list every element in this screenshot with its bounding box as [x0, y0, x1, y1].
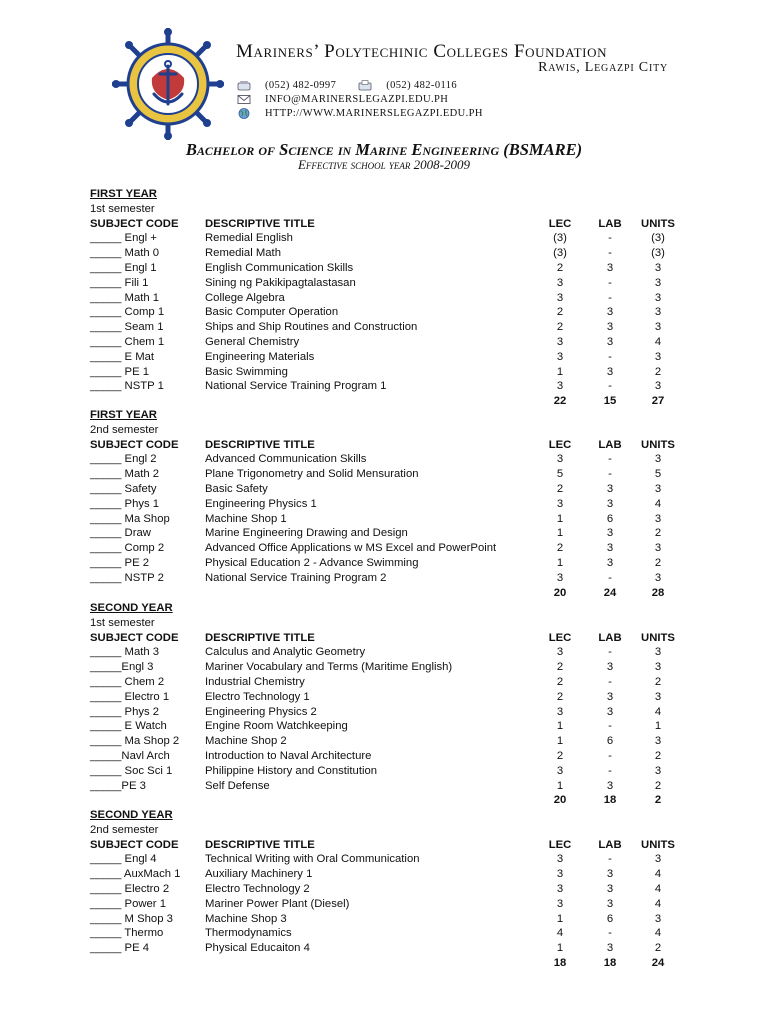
course-row — [90, 541, 700, 556]
lab-hours: 3 — [606, 542, 614, 555]
subject-code: _____ Engl 4 — [90, 853, 157, 866]
lab-hours: - — [608, 853, 612, 866]
subject-code: _____ Power 1 — [90, 897, 166, 910]
semester-block — [90, 601, 700, 808]
course-row — [90, 690, 700, 705]
course-row — [90, 512, 700, 527]
school-name: Mariners’ Polytechinic Colleges Foundation — [236, 41, 608, 62]
col-header-code: SUBJECT CODE — [90, 838, 179, 851]
course-row — [90, 482, 700, 497]
lec-hours: 1 — [556, 942, 564, 955]
subject-code: _____ Safety — [90, 482, 157, 495]
phone-number-1: (052) 482-0997 — [265, 80, 337, 91]
course-row — [90, 852, 700, 867]
descriptive-title: Engineering Physics 1 — [205, 497, 317, 510]
lab-hours: - — [608, 927, 612, 940]
course-row — [90, 467, 700, 482]
units: 4 — [654, 882, 662, 895]
units: 3 — [654, 453, 662, 466]
col-header-lab: LAB — [598, 838, 622, 851]
descriptive-title: Electro Technology 1 — [205, 690, 310, 703]
course-row — [90, 452, 700, 467]
lab-hours: 3 — [606, 365, 614, 378]
totals-row — [90, 394, 700, 409]
lec-hours: 1 — [556, 512, 564, 525]
col-header-lec: LEC — [548, 438, 572, 451]
descriptive-title: Mariner Vocabulary and Terms (Maritime English) — [205, 661, 453, 674]
units: 3 — [654, 853, 662, 866]
descriptive-title: Plane Trigonometry and Solid Mensuration — [205, 468, 419, 481]
subject-code: _____ Draw — [90, 527, 151, 540]
lec-hours: 2 — [556, 690, 564, 703]
website-url[interactable]: HTTP://WWW.MARINERSLEGAZPI.EDU.PH — [265, 108, 483, 119]
subject-code: _____ E Watch — [90, 720, 167, 733]
lab-hours: - — [608, 675, 612, 688]
subject-code: _____ Comp 1 — [90, 306, 165, 319]
lab-hours: 6 — [606, 912, 614, 925]
descriptive-title: Mariner Power Plant (Diesel) — [205, 897, 350, 910]
total-lec: 20 — [553, 586, 567, 599]
units: 2 — [654, 942, 662, 955]
lec-hours: 1 — [556, 720, 564, 733]
subject-code: _____ Comp 2 — [90, 542, 165, 555]
lec-hours: (3) — [553, 232, 567, 245]
subject-code: _____Navl Arch — [90, 749, 170, 762]
lab-hours: 3 — [606, 897, 614, 910]
units: 2 — [654, 779, 662, 792]
col-header-lab: LAB — [598, 438, 622, 451]
units: 2 — [654, 675, 662, 688]
lec-hours: 3 — [556, 882, 564, 895]
descriptive-title: Engine Room Watchkeeping — [205, 720, 348, 733]
lab-hours: 3 — [606, 690, 614, 703]
lec-hours: 2 — [556, 661, 564, 674]
totals-row — [90, 586, 700, 601]
lec-hours: 3 — [556, 868, 564, 881]
descriptive-title: Advanced Office Applications w MS Excel and PowerPoint — [205, 542, 497, 555]
col-header-title: DESCRIPTIVE TITLE — [205, 438, 315, 451]
semester-label: 1st semester — [90, 616, 155, 629]
lab-hours: - — [608, 247, 612, 260]
col-header-lec: LEC — [548, 631, 572, 644]
semester-block — [90, 808, 700, 971]
descriptive-title: English Communication Skills — [205, 261, 354, 274]
descriptive-title: Auxiliary Machinery 1 — [205, 868, 313, 881]
email-icon — [237, 94, 251, 105]
lec-hours: 1 — [556, 779, 564, 792]
subject-code: _____ Engl 1 — [90, 261, 157, 274]
phone-number-2: (052) 482-0116 — [386, 80, 458, 91]
course-row — [90, 365, 700, 380]
subject-code: _____ Chem 1 — [90, 335, 165, 348]
total-lec: 18 — [553, 956, 567, 969]
descriptive-title: College Algebra — [205, 291, 285, 304]
lab-hours: - — [608, 720, 612, 733]
course-row — [90, 556, 700, 571]
col-header-units: UNITS — [641, 631, 675, 644]
course-row — [90, 320, 700, 335]
course-row — [90, 305, 700, 320]
total-units: 24 — [651, 956, 665, 969]
subject-code: _____ Soc Sci 1 — [90, 764, 173, 777]
lab-hours: - — [608, 276, 612, 289]
col-header-title: DESCRIPTIVE TITLE — [205, 217, 315, 230]
lec-hours: 3 — [556, 380, 564, 393]
year-heading: SECOND YEAR — [90, 809, 173, 821]
col-header-lab: LAB — [598, 631, 622, 644]
subject-code: _____ Engl + — [90, 232, 157, 245]
subject-code: _____ Math 3 — [90, 646, 160, 659]
lec-hours: 3 — [556, 335, 564, 348]
course-row — [90, 675, 700, 690]
course-row — [90, 231, 700, 246]
course-row — [90, 912, 700, 927]
lab-hours: - — [608, 571, 612, 584]
descriptive-title: Introduction to Naval Architecture — [205, 749, 372, 762]
course-row — [90, 764, 700, 779]
course-row — [90, 749, 700, 764]
course-row — [90, 246, 700, 261]
col-header-lec: LEC — [548, 838, 572, 851]
descriptive-title: Remedial English — [205, 232, 293, 245]
course-row — [90, 941, 700, 956]
lec-hours: 3 — [556, 646, 564, 659]
course-row — [90, 897, 700, 912]
semester-block — [90, 187, 700, 409]
lab-hours: 3 — [606, 705, 614, 718]
course-row — [90, 350, 700, 365]
lec-hours: 3 — [556, 897, 564, 910]
course-row — [90, 291, 700, 306]
lab-hours: 3 — [606, 497, 614, 510]
units: 3 — [654, 571, 662, 584]
total-units: 28 — [651, 586, 665, 599]
subject-code: _____ PE 2 — [90, 556, 150, 569]
subject-code: _____PE 3 — [90, 779, 146, 792]
total-lec: 20 — [553, 794, 567, 807]
lab-hours: - — [608, 468, 612, 481]
subject-code: _____ Ma Shop 2 — [90, 735, 180, 748]
year-heading: SECOND YEAR — [90, 602, 173, 614]
units: 4 — [654, 868, 662, 881]
descriptive-title: Philippine History and Constitution — [205, 764, 378, 777]
units: 3 — [654, 482, 662, 495]
units: 5 — [654, 468, 662, 481]
units: 3 — [654, 735, 662, 748]
subject-code: _____ Ma Shop — [90, 512, 170, 525]
subject-code: _____ Engl 2 — [90, 453, 157, 466]
course-row — [90, 526, 700, 541]
subject-code: _____ M Shop 3 — [90, 912, 173, 925]
descriptive-title: Engineering Materials — [205, 350, 315, 363]
lec-hours: 2 — [556, 321, 564, 334]
col-header-units: UNITS — [641, 838, 675, 851]
subject-code: _____ PE 1 — [90, 365, 150, 378]
units: 3 — [654, 661, 662, 674]
lab-hours: 3 — [606, 868, 614, 881]
descriptive-title: Calculus and Analytic Geometry — [205, 646, 366, 659]
col-header-units: UNITS — [641, 217, 675, 230]
subject-code: _____ Phys 1 — [90, 497, 160, 510]
column-header-row — [90, 217, 700, 232]
lec-hours: 1 — [556, 912, 564, 925]
descriptive-title: Sining ng Pakikipagtalastasan — [205, 276, 356, 289]
col-header-lab: LAB — [598, 217, 622, 230]
program-title: Bachelor of Science in Marine Engineering (BSMARE) — [185, 140, 583, 159]
lab-hours: - — [608, 749, 612, 762]
lec-hours: 1 — [556, 735, 564, 748]
ship-wheel-anchor-seal-icon — [112, 28, 224, 140]
descriptive-title: National Service Training Program 1 — [205, 380, 387, 393]
fax-icon — [358, 80, 372, 91]
lec-hours: 3 — [556, 764, 564, 777]
units: 3 — [654, 321, 662, 334]
col-header-units: UNITS — [641, 438, 675, 451]
lab-hours: 3 — [606, 527, 614, 540]
course-row — [90, 335, 700, 350]
subject-code: _____ Seam 1 — [90, 321, 164, 334]
lec-hours: 1 — [556, 527, 564, 540]
descriptive-title: General Chemistry — [205, 335, 300, 348]
units: 3 — [654, 306, 662, 319]
units: 1 — [654, 720, 662, 733]
descriptive-title: Advanced Communication Skills — [205, 453, 367, 466]
units: 3 — [654, 380, 662, 393]
lec-hours: 3 — [556, 853, 564, 866]
lec-hours: 3 — [556, 705, 564, 718]
descriptive-title: Self Defense — [205, 779, 270, 792]
phone-line — [237, 80, 457, 91]
subject-code: _____ Fili 1 — [90, 276, 149, 289]
lab-hours: 3 — [606, 261, 614, 274]
subject-code: _____ Chem 2 — [90, 675, 165, 688]
lec-hours: 3 — [556, 276, 564, 289]
subject-code: _____ NSTP 2 — [90, 571, 164, 584]
course-row — [90, 719, 700, 734]
totals-row — [90, 956, 700, 971]
col-header-lec: LEC — [548, 217, 572, 230]
units: 3 — [654, 690, 662, 703]
subject-code: _____ E Mat — [90, 350, 155, 363]
lec-hours: 3 — [556, 350, 564, 363]
subject-code: _____Engl 3 — [90, 661, 154, 674]
program-effective-year: Effective school year 2008-2009 — [297, 157, 471, 172]
subject-code: _____ Electro 1 — [90, 690, 170, 703]
descriptive-title: Ships and Ship Routines and Construction — [205, 321, 418, 334]
descriptive-title: Electro Technology 2 — [205, 882, 310, 895]
lab-hours: - — [608, 350, 612, 363]
descriptive-title: Industrial Chemistry — [205, 675, 305, 688]
lab-hours: 3 — [606, 482, 614, 495]
descriptive-title: Machine Shop 1 — [205, 512, 287, 525]
total-lab: 18 — [603, 956, 617, 969]
lab-hours: 3 — [606, 321, 614, 334]
subject-code: _____ Math 1 — [90, 291, 160, 304]
subject-code: _____ PE 4 — [90, 942, 150, 955]
column-header-row — [90, 438, 700, 453]
lab-hours: 6 — [606, 735, 614, 748]
lab-hours: - — [608, 764, 612, 777]
course-row — [90, 571, 700, 586]
units: 3 — [654, 646, 662, 659]
lec-hours: 2 — [556, 675, 564, 688]
phone-icon — [237, 80, 251, 91]
lab-hours: 3 — [606, 556, 614, 569]
subject-code: _____ Phys 2 — [90, 705, 160, 718]
lec-hours: 3 — [556, 571, 564, 584]
lec-hours: 2 — [556, 542, 564, 555]
units: 2 — [654, 527, 662, 540]
descriptive-title: Physical Educaiton 4 — [205, 942, 310, 955]
globe-icon — [237, 108, 251, 119]
total-lec: 22 — [553, 395, 567, 408]
descriptive-title: Basic Swimming — [205, 365, 288, 378]
subject-code: _____ Electro 2 — [90, 882, 170, 895]
semester-block — [90, 408, 700, 600]
lab-hours: 3 — [606, 882, 614, 895]
descriptive-title: Machine Shop 2 — [205, 735, 287, 748]
units: 3 — [654, 512, 662, 525]
semester-label: 2nd semester — [90, 823, 159, 836]
lec-hours: 2 — [556, 261, 564, 274]
semester-label: 2nd semester — [90, 423, 159, 436]
subject-code: _____ AuxMach 1 — [90, 868, 181, 881]
subject-code: _____ Math 2 — [90, 468, 160, 481]
units: (3) — [651, 232, 665, 245]
year-heading: FIRST YEAR — [90, 188, 157, 200]
units: 4 — [654, 927, 662, 940]
subject-code: _____ Math 0 — [90, 247, 160, 260]
units: 4 — [654, 897, 662, 910]
descriptive-title: Technical Writing with Oral Communication — [205, 853, 420, 866]
units: 4 — [654, 497, 662, 510]
units: 3 — [654, 350, 662, 363]
course-row — [90, 882, 700, 897]
lab-hours: 6 — [606, 512, 614, 525]
lab-hours: 3 — [606, 779, 614, 792]
descriptive-title: Machine Shop 3 — [205, 912, 287, 925]
lec-hours: 2 — [556, 749, 564, 762]
total-lab: 15 — [603, 395, 617, 408]
lec-hours: 5 — [556, 468, 564, 481]
units: 3 — [654, 276, 662, 289]
website-line — [237, 108, 483, 119]
total-units: 2 — [654, 794, 662, 807]
descriptive-title: Marine Engineering Drawing and Design — [205, 527, 408, 540]
descriptive-title: National Service Training Program 2 — [205, 571, 387, 584]
course-row — [90, 867, 700, 882]
lab-hours: - — [608, 232, 612, 245]
lec-hours: 3 — [556, 291, 564, 304]
lab-hours: 3 — [606, 306, 614, 319]
column-header-row — [90, 631, 700, 646]
total-units: 27 — [651, 395, 665, 408]
units: 2 — [654, 556, 662, 569]
lab-hours: - — [608, 291, 612, 304]
units: 3 — [654, 261, 662, 274]
units: 3 — [654, 542, 662, 555]
lab-hours: 3 — [606, 661, 614, 674]
col-header-code: SUBJECT CODE — [90, 438, 179, 451]
lec-hours: 1 — [556, 365, 564, 378]
course-row — [90, 276, 700, 291]
course-row — [90, 779, 700, 794]
total-lab: 24 — [603, 586, 617, 599]
lab-hours: - — [608, 646, 612, 659]
lec-hours: 3 — [556, 453, 564, 466]
units: 4 — [654, 705, 662, 718]
descriptive-title: Remedial Math — [205, 247, 281, 260]
descriptive-title: Basic Safety — [205, 482, 268, 495]
descriptive-title: Engineering Physics 2 — [205, 705, 317, 718]
lec-hours: 2 — [556, 306, 564, 319]
semester-label: 1st semester — [90, 202, 155, 215]
units: 2 — [654, 749, 662, 762]
course-row — [90, 261, 700, 276]
course-row — [90, 497, 700, 512]
lab-hours: - — [608, 380, 612, 393]
col-header-code: SUBJECT CODE — [90, 631, 179, 644]
lab-hours: - — [608, 453, 612, 466]
col-header-title: DESCRIPTIVE TITLE — [205, 631, 315, 644]
school-location: Rawis, Legazpi City — [538, 60, 668, 75]
totals-row — [90, 793, 700, 808]
subject-code: _____ NSTP 1 — [90, 380, 164, 393]
column-header-row — [90, 838, 700, 853]
units: (3) — [651, 247, 665, 260]
lec-hours: 2 — [556, 482, 564, 495]
col-header-code: SUBJECT CODE — [90, 217, 179, 230]
lec-hours: 1 — [556, 556, 564, 569]
year-heading: FIRST YEAR — [90, 409, 157, 421]
lec-hours: 4 — [556, 927, 564, 940]
email-line — [237, 94, 448, 105]
units: 3 — [654, 764, 662, 777]
descriptive-title: Thermodynamics — [205, 927, 292, 940]
course-row — [90, 660, 700, 675]
total-lab: 18 — [603, 794, 617, 807]
course-row — [90, 379, 700, 394]
units: 2 — [654, 365, 662, 378]
lec-hours: (3) — [553, 247, 567, 260]
course-row — [90, 705, 700, 720]
subject-code: _____ Thermo — [90, 927, 164, 940]
units: 4 — [654, 335, 662, 348]
course-row — [90, 734, 700, 749]
course-row — [90, 645, 700, 660]
descriptive-title: Physical Education 2 - Advance Swimming — [205, 556, 419, 569]
school-logo — [112, 28, 224, 140]
units: 3 — [654, 912, 662, 925]
units: 3 — [654, 291, 662, 304]
lab-hours: 3 — [606, 335, 614, 348]
lec-hours: 3 — [556, 497, 564, 510]
course-row — [90, 926, 700, 941]
lab-hours: 3 — [606, 942, 614, 955]
col-header-title: DESCRIPTIVE TITLE — [205, 838, 315, 851]
email-address[interactable]: INFO@MARINERSLEGAZPI.EDU.PH — [265, 94, 449, 105]
descriptive-title: Basic Computer Operation — [205, 306, 339, 319]
